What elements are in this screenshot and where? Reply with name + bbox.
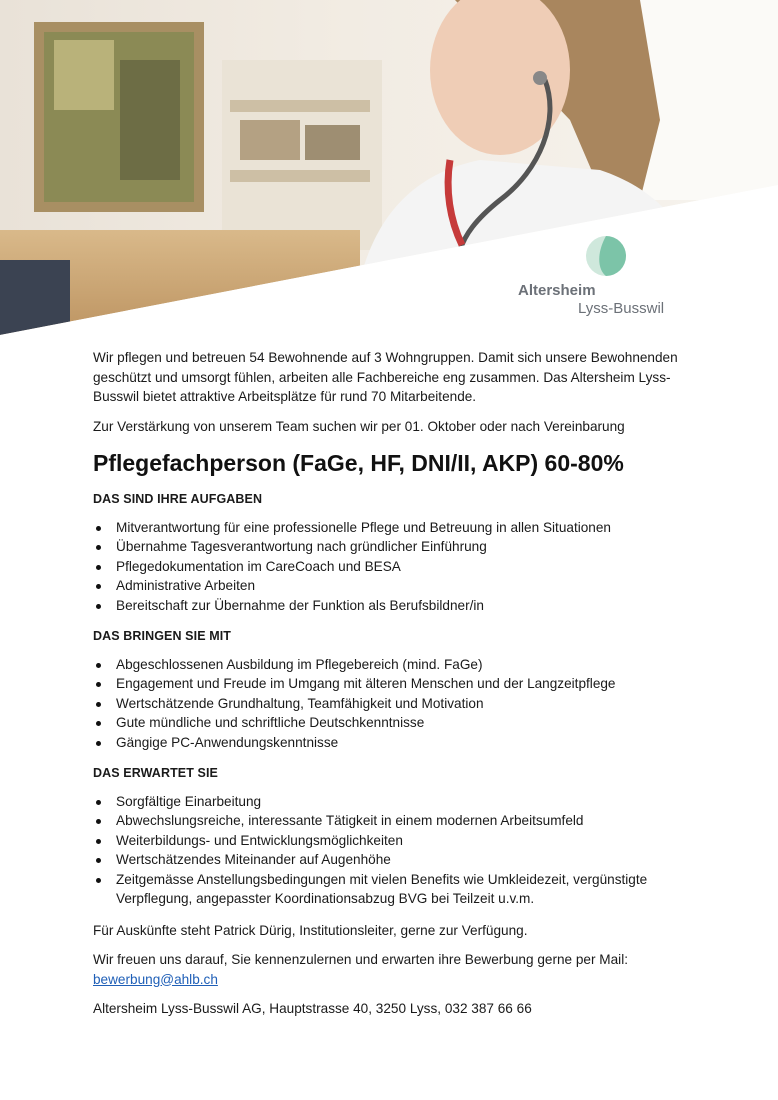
brand-logo bbox=[510, 232, 680, 322]
section-tasks bbox=[93, 490, 693, 615]
hero-photo bbox=[0, 0, 778, 340]
intro-paragraph: Wir pflegen und betreuen 54 Bewohnende auf 3 Wohngruppen. Damit sich unsere Bewohnenden geschützt und umsorgt fühlen, arbeiten alle Fachbereiche eng zusammen. Das Altersheim Lyss-Busswil bietet attraktive Arbeitsplätze für rund 70 Mitarbeitende. bbox=[93, 350, 678, 404]
list-item: Gute mündliche und schriftliche Deutschkenntnisse bbox=[116, 713, 693, 733]
section-heading: DAS ERWARTET SIE bbox=[93, 766, 218, 780]
list-item: Übernahme Tagesverantwortung nach gründlicher Einführung bbox=[116, 537, 693, 557]
list-item: Pflegedokumentation im CareCoach und BESA bbox=[116, 557, 693, 577]
lead-paragraph: Zur Verstärkung von unserem Team suchen wir per 01. Oktober oder nach Vereinbarung bbox=[93, 418, 625, 434]
section-heading: DAS BRINGEN SIE MIT bbox=[93, 629, 232, 643]
section-requirements bbox=[93, 627, 693, 752]
list-item: Bereitschaft zur Übernahme der Funktion als Berufsbildner/in bbox=[116, 596, 693, 616]
offer-list bbox=[93, 792, 693, 909]
logo-leaf-icon bbox=[584, 234, 628, 278]
list-item: Sorgfältige Einarbeitung bbox=[116, 792, 693, 812]
address: Altersheim Lyss-Busswil AG, Hauptstrasse 40, 3250 Lyss, 032 387 66 66 bbox=[93, 1001, 532, 1016]
list-item: Zeitgemässe Anstellungsbedingungen mit vielen Benefits wie Umkleidezeit, vergünstigte Verpflegung, angepasster Koordinationsabzug BVG bei Teilzeit u.v.m. bbox=[116, 870, 693, 909]
job-ad-content bbox=[93, 348, 693, 1029]
list-item: Administrative Arbeiten bbox=[116, 576, 693, 596]
list-item: Wertschätzendes Miteinander auf Augenhöhe bbox=[116, 850, 693, 870]
logo-name: Altersheim bbox=[518, 282, 596, 299]
list-item: Abwechslungsreiche, interessante Tätigkeit in einem modernen Arbeitsumfeld bbox=[116, 811, 693, 831]
section-offer bbox=[93, 764, 693, 909]
logo-subname: Lyss-Busswil bbox=[578, 300, 665, 317]
list-item: Engagement und Freude im Umgang mit älteren Menschen und der Langzeitpflege bbox=[116, 674, 693, 694]
section-heading: DAS SIND IHRE AUFGABEN bbox=[93, 492, 263, 506]
list-item: Wertschätzende Grundhaltung, Teamfähigkeit und Motivation bbox=[116, 694, 693, 714]
tasks-list bbox=[93, 518, 693, 616]
list-item: Mitverantwortung für eine professionelle Pflege und Betreuung in allen Situationen bbox=[116, 518, 693, 538]
email-link[interactable]: bewerbung@ahlb.ch bbox=[93, 971, 218, 987]
list-item: Gängige PC-Anwendungskenntnisse bbox=[116, 733, 693, 753]
requirements-list bbox=[93, 655, 693, 753]
job-title: Pflegefachperson (FaGe, HF, DNI/II, AKP) 60-80% bbox=[93, 450, 624, 476]
list-item: Weiterbildungs- und Entwicklungsmöglichkeiten bbox=[116, 831, 693, 851]
contact-person: Für Auskünfte steht Patrick Dürig, Institutionsleiter, gerne zur Verfügung. bbox=[93, 922, 528, 938]
application-text: Wir freuen uns darauf, Sie kennenzulernen und erwarten ihre Bewerbung gerne per Mail: bbox=[93, 952, 628, 967]
application-paragraph bbox=[93, 950, 693, 989]
list-item: Abgeschlossenen Ausbildung im Pflegebereich (mind. FaGe) bbox=[116, 655, 693, 675]
